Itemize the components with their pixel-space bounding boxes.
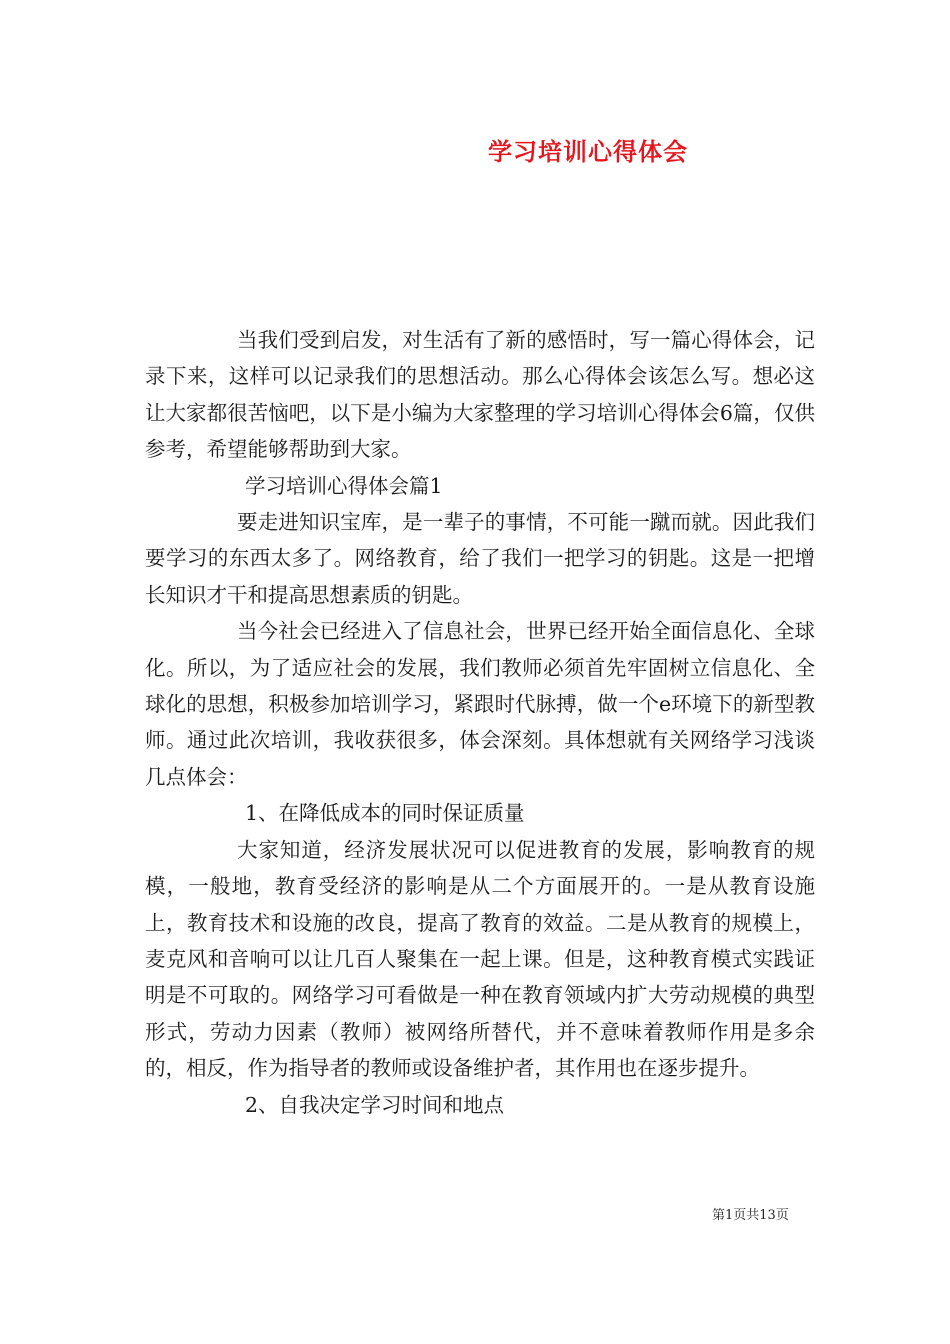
paragraph-intro: 当我们受到启发，对生活有了新的感悟时，写一篇心得体会，记录下来，这样可以记录我们的思想活动。那么心得体会该怎么写。想必这让大家都很苦恼吧，以下是小编为大家整理的学习培训心得体会6篇，仅供参考，希望能够帮助到大家。	[145, 328, 815, 462]
subheading-cost-quality: 1、在降低成本的同时保证质量	[245, 801, 525, 826]
subheading-time-place: 2、自我决定学习时间和地点	[245, 1092, 505, 1117]
paragraph-knowledge: 要走进知识宝库，是一辈子的事情，不可能一蹴而就。因此我们要学习的东西太多了。网络教育，给了我们一把学习的钥匙。这是一把增长知识才干和提高思想素质的钥匙。	[145, 510, 815, 607]
section-heading-1: 学习培训心得体会篇1	[245, 473, 443, 498]
document-title: 学习培训心得体会	[488, 137, 688, 166]
document-body	[145, 322, 815, 1123]
paragraph-economy-education: 大家知道，经济发展状况可以促进教育的发展，影响教育的规模，一般地，教育受经济的影响是从二个方面展开的。一是从教育设施上，教育技术和设施的改良，提高了教育的效益。二是从教育的规模上，麦克风和音响可以让几百人聚集在一起上课。但是，这种教育模式实践证明是不可取的。网络学习可看做是一种在教育领域内扩大劳动规模的典型形式，劳动力因素（教师）被网络所替代，并不意味着教师作用是多余的，相反，作为指导者的教师或设备维护者，其作用也在逐步提升。	[145, 837, 815, 1081]
paragraph-information-society: 当今社会已经进入了信息社会，世界已经开始全面信息化、全球化。所以，为了适应社会的发展，我们教师必须首先牢固树立信息化、全球化的思想，积极参加培训学习，紧跟时代脉搏，做一个e环境下的新型教师。通过此次培训，我收获很多，体会深刻。具体想就有关网络学习浅谈几点体会：	[145, 619, 815, 789]
page-number: 第1页共13页	[712, 1208, 789, 1223]
